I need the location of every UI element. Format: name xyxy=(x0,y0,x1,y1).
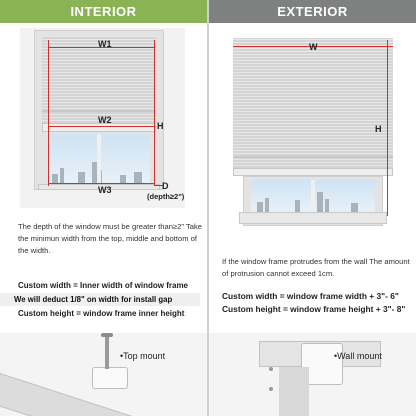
top-mount-illustration xyxy=(0,333,207,416)
exterior-description: If the window frame protrudes from the wall The amount of protrusion cannot exceed 1cm. xyxy=(222,257,410,278)
building xyxy=(60,168,64,184)
w3-label: W3 xyxy=(98,185,112,195)
wall-mount-illustration xyxy=(209,333,416,416)
screw xyxy=(269,367,273,371)
shade-bottom-bar xyxy=(233,168,393,176)
shade-fabric xyxy=(279,367,309,416)
d-label: D xyxy=(162,181,169,191)
wall-mount-label: •Wall mount xyxy=(334,351,382,361)
building xyxy=(257,202,263,212)
install-gap-note: We will deduct 1/8" on width for install gap xyxy=(0,293,200,306)
shade-fold xyxy=(42,110,156,112)
interior-description: The depth of the window must be greater than≥2" Take the minimun width from the top, middle and bottom of the width. xyxy=(18,222,203,255)
exterior-header: EXTERIOR xyxy=(209,0,416,23)
left-measure-line xyxy=(48,40,49,186)
exterior-panel xyxy=(209,0,416,416)
exterior-custom-width: Custom width = window frame width + 3"- 6" xyxy=(222,291,399,301)
w2-label: W2 xyxy=(98,115,112,125)
shade-fold xyxy=(233,156,393,158)
interior-header: INTERIOR xyxy=(0,0,207,23)
interior-panel xyxy=(0,0,207,416)
interior-custom-width: Custom width = Inner width of window frame xyxy=(18,281,188,290)
interior-custom-height: Custom height = window frame inner height xyxy=(18,309,185,318)
exterior-custom-height: Custom height = window frame height + 3"- 8" xyxy=(222,304,406,314)
window-mullion xyxy=(97,134,101,184)
w-label: W xyxy=(309,42,318,52)
w1-label: W1 xyxy=(98,39,112,49)
h-label: H xyxy=(157,121,164,131)
depth-note: (depth≥2") xyxy=(147,192,185,201)
roman-shade xyxy=(233,38,393,172)
mount-bracket xyxy=(92,367,128,389)
w2-measure-line xyxy=(48,126,154,127)
building xyxy=(295,200,300,212)
building xyxy=(317,192,323,212)
h-measure-line xyxy=(154,40,155,186)
top-mount-label: •Top mount xyxy=(120,351,166,361)
building xyxy=(351,203,358,212)
h-measure-line xyxy=(387,40,388,216)
window-sill xyxy=(239,212,387,224)
building xyxy=(325,199,329,212)
building xyxy=(265,198,269,212)
w3-measure-line xyxy=(48,183,154,184)
window-mullion xyxy=(311,180,315,212)
screw xyxy=(105,335,109,369)
h-label: H xyxy=(375,124,382,134)
screw xyxy=(269,387,273,391)
screw-head xyxy=(101,333,113,337)
